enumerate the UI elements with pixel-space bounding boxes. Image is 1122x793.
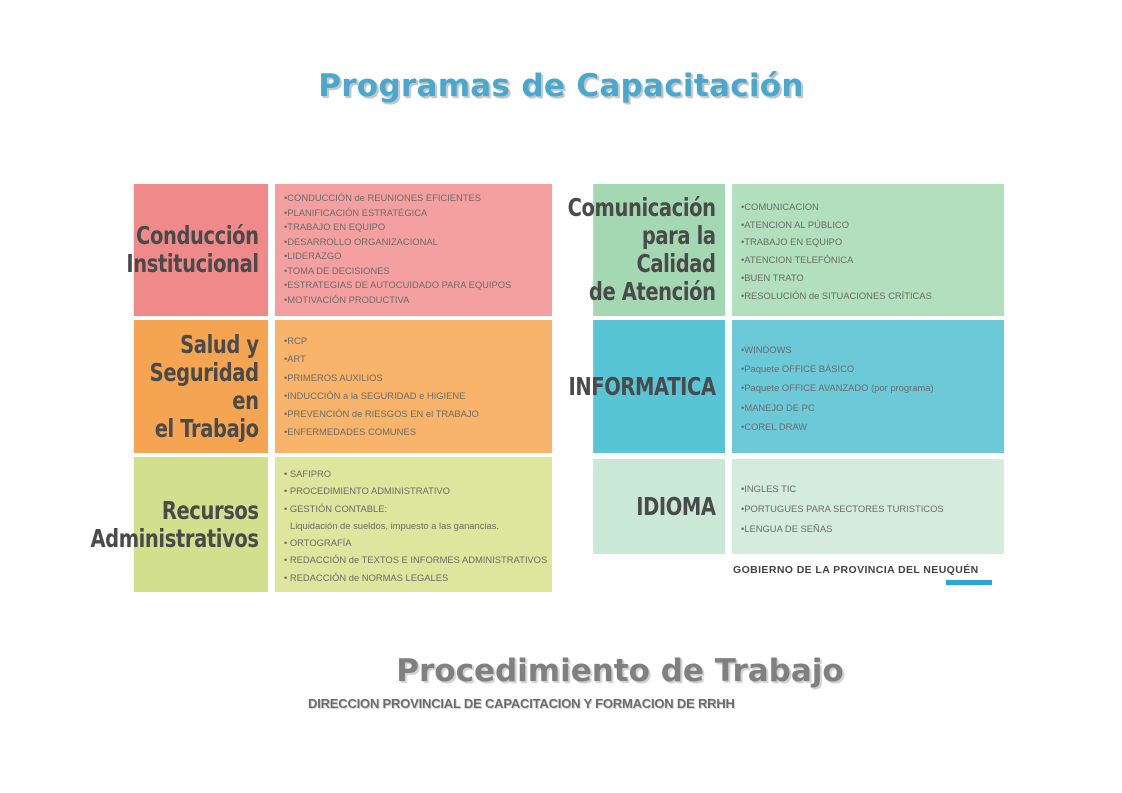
program-heading-line: Administrativos — [90, 523, 259, 553]
program-list-item: •ATENCION AL PÚBLICO — [741, 218, 849, 230]
brand-bar — [946, 580, 992, 585]
program-list-item: •Paquete OFFICE AVANZADO (por programa) — [741, 382, 934, 394]
brand-name: GOBIERNO DE LA PROVINCIA DEL NEUQUÉN — [733, 564, 979, 576]
program-list-item: •PRIMEROS AUXILIOS — [284, 371, 383, 383]
program-heading-conduccion — [126, 184, 268, 316]
program-list-item: • PROCEDIMIENTO ADMINISTRATIVO — [284, 485, 450, 497]
program-list-item: •PORTUGUES PARA SECTORES TURISTICOS — [741, 503, 944, 514]
program-heading-comunicacion — [567, 184, 725, 316]
program-list-item: • REDACCIÓN de TEXTOS E INFORMES ADMINISTRATIVOS — [284, 554, 548, 566]
program-heading-text — [636, 493, 715, 521]
program-list-item: •PLANIFICACIÓN ESTRATÉGICA — [284, 206, 428, 218]
program-list-item: •CONDUCCIÓN de REUNIONES EFICIENTES — [284, 192, 482, 203]
program-list-recursos — [275, 457, 552, 592]
program-heading-line: IDIOMA — [636, 491, 716, 521]
program-list-idioma — [732, 459, 1004, 554]
program-list-item: •ENFERMEDADES COMUNES — [284, 426, 416, 438]
program-list-item: •TRABAJO EN EQUIPO — [741, 236, 843, 248]
program-list-item: •ATENCION TELEFÓNICA — [741, 254, 854, 266]
program-heading-line: Comunicación — [567, 193, 716, 222]
program-heading-text — [126, 222, 258, 278]
program-list-item: • REDACCIÓN de NORMAS LEGALES — [284, 571, 449, 583]
program-list-item: • SAFIPRO — [284, 468, 332, 479]
program-heading-line: INFORMATICA — [568, 371, 716, 401]
program-heading-salud — [134, 320, 268, 453]
department-name: DIRECCION PROVINCIAL DE CAPACITACION Y FORMACION DE RRHH — [308, 696, 735, 711]
program-list-item: •RESOLUCIÓN de SITUACIONES CRÍTICAS — [741, 289, 932, 301]
program-list-item: •LIDERAZGO — [284, 250, 342, 261]
program-heading-text — [90, 497, 258, 553]
program-list-item: •COMUNICACION — [741, 201, 819, 212]
program-list-item: •COREL DRAW — [741, 420, 808, 432]
subtitle: Procedimiento de Trabajo — [396, 653, 844, 689]
program-list-item: •MANEJO DE PC — [741, 401, 815, 413]
program-heading-recursos — [90, 457, 268, 592]
program-heading-line: Seguridad en — [149, 357, 259, 415]
program-list-item: •RCP — [284, 335, 308, 346]
program-list-comunicacion — [732, 184, 1004, 316]
program-list-item: • GESTIÓN CONTABLE: — [284, 502, 388, 514]
program-list-conduccion — [275, 184, 552, 316]
program-list-item: •INGLES TIC — [741, 483, 797, 494]
program-list-item: •TOMA DE DECISIONES — [284, 264, 390, 276]
program-list-item: • ORTOGRAFÍA — [284, 537, 352, 549]
program-list-item: •WINDOWS — [741, 344, 792, 355]
program-heading-line: Salud y — [180, 329, 259, 359]
program-list-informatica — [732, 320, 1004, 453]
program-list-item: •MOTIVACIÓN PRODUCTIVA — [284, 293, 410, 305]
program-list-item: •ESTRATEGIAS DE AUTOCUIDADO PARA EQUIPOS — [284, 279, 512, 290]
page-title: Programas de Capacitación — [318, 68, 804, 104]
program-heading-line: Conducción — [136, 221, 259, 250]
program-list-item: •ART — [284, 353, 306, 365]
program-heading-informatica — [568, 320, 725, 453]
program-list-item: •Paquete OFFICE BÁSICO — [741, 363, 855, 375]
program-heading-text — [569, 373, 716, 401]
program-heading-text — [568, 194, 716, 306]
program-list-item: •BUEN TRATO — [741, 271, 804, 283]
program-heading-line: para la Calidad — [636, 221, 716, 278]
program-heading-line: el Trabajo — [154, 413, 259, 443]
program-list-item: •LENGUA DE SEÑAS — [741, 523, 833, 534]
program-list-salud — [275, 320, 552, 453]
program-heading-line: Recursos — [161, 495, 259, 525]
program-list-item: •TRABAJO EN EQUIPO — [284, 221, 386, 232]
program-heading-line: Institucional — [126, 249, 259, 278]
program-list-item: •PREVENCIÓN de RIESGOS EN el TRABAJO — [284, 408, 479, 420]
program-heading-line: de Atención — [588, 277, 716, 306]
program-list-item: •DESARROLLO ORGANIZACIONAL — [284, 235, 438, 247]
program-heading-idioma — [593, 459, 725, 554]
program-list-item: •INDUCCIÓN a la SEGURIDAD e HIGIENE — [284, 389, 466, 401]
program-list-item: Liquidación de sueldos, impuesto a las ganancias. — [290, 519, 499, 531]
program-heading-text — [134, 331, 259, 443]
